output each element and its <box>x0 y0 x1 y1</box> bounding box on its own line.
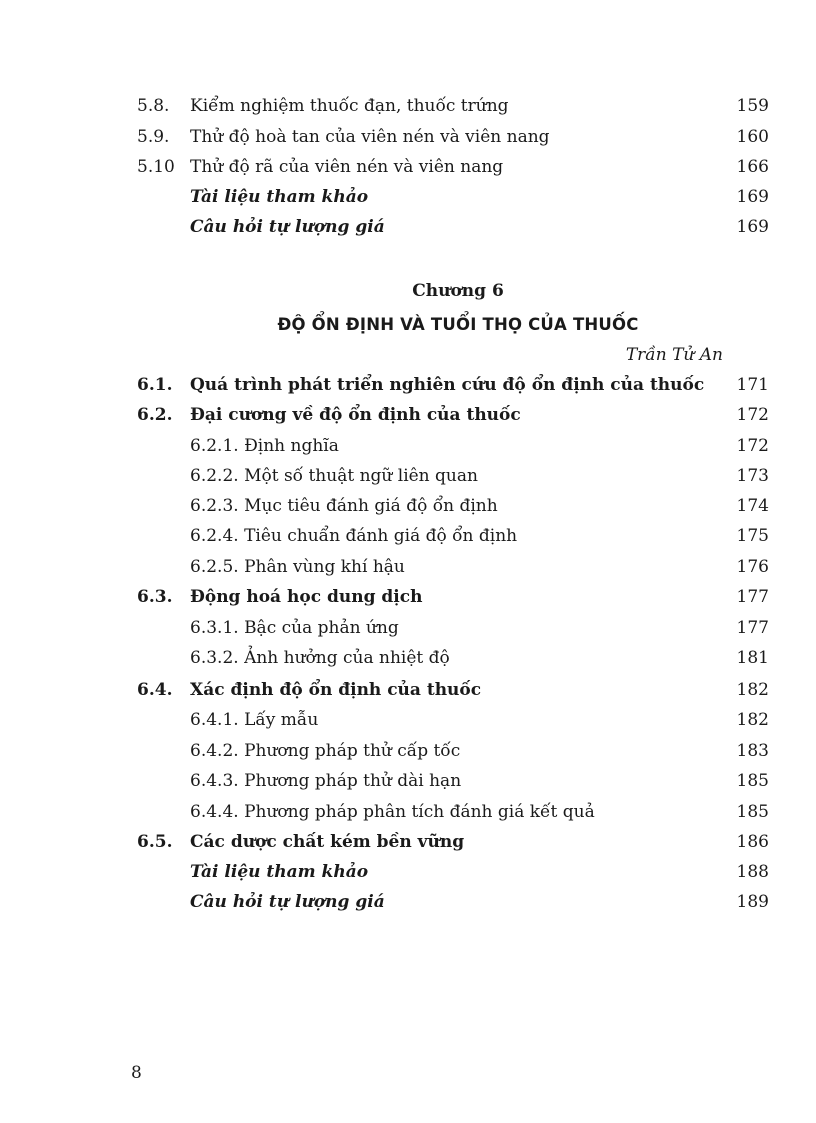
entry-title: Kiểm nghiệm thuốc đạn, thuốc trứng <box>190 96 509 116</box>
entry-title: 6.2.5. Phân vùng khí hậu <box>190 557 405 577</box>
entry-page: 182 <box>736 680 769 700</box>
chapter-title: ĐỘ ỔN ĐỊNH VÀ TUỔI THỌ CỦA THUỐC <box>277 315 639 334</box>
entry-page: 181 <box>736 648 769 668</box>
toc-entry-6-3-1 <box>0 613 816 643</box>
toc-entry-6-2-2 <box>0 461 816 491</box>
toc-entry-6-4-4 <box>0 797 816 827</box>
toc-entry-review-questions-ch5 <box>0 212 816 242</box>
entry-title: 6.3.2. Ảnh hưởng của nhiệt độ <box>190 648 450 668</box>
toc-entry-6-2-5 <box>0 552 816 582</box>
entry-title: Thử độ rã của viên nén và viên nang <box>190 157 504 177</box>
entry-page: 174 <box>736 496 769 516</box>
toc-entry-review-questions-ch6 <box>0 887 816 917</box>
toc-entry-6-3-2 <box>0 643 816 673</box>
entry-page: 169 <box>736 217 769 237</box>
entry-page: 177 <box>736 587 769 607</box>
toc-entry-5-10 <box>0 152 816 182</box>
entry-number: 5.10 <box>137 157 175 177</box>
entry-number: 5.9. <box>137 127 170 147</box>
entry-title: 6.4.3. Phương pháp thử dài hạn <box>190 771 462 791</box>
entry-page: 169 <box>736 187 769 207</box>
toc-entry-6-2 <box>0 400 816 430</box>
entry-number: 6.2. <box>137 405 173 425</box>
entry-page: 188 <box>736 862 769 882</box>
entry-page: 185 <box>736 771 769 791</box>
entry-page: 171 <box>736 375 769 395</box>
toc-entry-6-4-2 <box>0 736 816 766</box>
entry-page: 185 <box>736 802 769 822</box>
entry-title: 6.4.2. Phương pháp thử cấp tốc <box>190 741 461 761</box>
chapter-author: Trần Tử An <box>625 345 723 365</box>
toc-entry-6-2-3 <box>0 491 816 521</box>
entry-page: 182 <box>736 710 769 730</box>
entry-title: Xác định độ ổn định của thuốc <box>190 680 482 700</box>
entry-title: Câu hỏi tự lượng giá <box>190 217 385 237</box>
toc-entry-6-1 <box>0 370 816 400</box>
toc-entry-references-ch6 <box>0 857 816 887</box>
entry-number: 6.4. <box>137 680 173 700</box>
entry-title: Đại cương về độ ổn định của thuốc <box>190 405 521 425</box>
entry-page: 175 <box>736 526 769 546</box>
toc-entry-6-4-3 <box>0 766 816 796</box>
entry-title: 6.2.4. Tiêu chuẩn đánh giá độ ổn định <box>190 526 518 546</box>
entry-page: 166 <box>736 157 769 177</box>
entry-page: 172 <box>736 436 769 456</box>
page-number: 8 <box>131 1063 142 1083</box>
entry-number: 6.5. <box>137 832 173 852</box>
entry-title: 6.3.1. Bậc của phản ứng <box>190 618 399 638</box>
entry-number: 6.1. <box>137 375 173 395</box>
entry-number: 5.8. <box>137 96 170 116</box>
entry-page: 173 <box>736 466 769 486</box>
entry-page: 159 <box>736 96 769 116</box>
entry-title: 6.4.4. Phương pháp phân tích đánh giá kết quả <box>190 802 595 822</box>
entry-title: 6.2.2. Một số thuật ngữ liên quan <box>190 466 478 486</box>
toc-entry-5-9 <box>0 122 816 152</box>
entry-title: Các dược chất kém bền vững <box>190 832 465 852</box>
toc-entry-6-4-1 <box>0 705 816 735</box>
entry-title: Câu hỏi tự lượng giá <box>190 892 385 912</box>
entry-title: 6.2.1. Định nghĩa <box>190 436 339 456</box>
entry-title: 6.2.3. Mục tiêu đánh giá độ ổn định <box>190 496 498 516</box>
toc-entry-6-4 <box>0 675 816 705</box>
entry-page: 177 <box>736 618 769 638</box>
toc-entry-references-ch5 <box>0 182 816 212</box>
toc-entry-6-5 <box>0 827 816 857</box>
entry-title: 6.4.1. Lấy mẫu <box>190 710 319 730</box>
entry-title: Tài liệu tham khảo <box>190 862 369 882</box>
entry-page: 183 <box>736 741 769 761</box>
toc-entry-6-2-1 <box>0 431 816 461</box>
chapter-label: Chương 6 <box>412 281 504 301</box>
toc-entry-5-8 <box>0 91 816 121</box>
toc-entry-6-3 <box>0 582 816 612</box>
entry-page: 172 <box>736 405 769 425</box>
entry-page: 186 <box>736 832 769 852</box>
entry-number: 6.3. <box>137 587 173 607</box>
entry-title: Quá trình phát triển nghiên cứu độ ổn định của thuốc <box>190 375 705 395</box>
entry-page: 189 <box>736 892 769 912</box>
entry-page: 160 <box>736 127 769 147</box>
entry-page: 176 <box>736 557 769 577</box>
toc-entry-6-2-4 <box>0 521 816 551</box>
entry-title: Động hoá học dung dịch <box>190 587 423 607</box>
entry-title: Tài liệu tham khảo <box>190 187 369 207</box>
entry-title: Thử độ hoà tan của viên nén và viên nang <box>190 127 550 147</box>
